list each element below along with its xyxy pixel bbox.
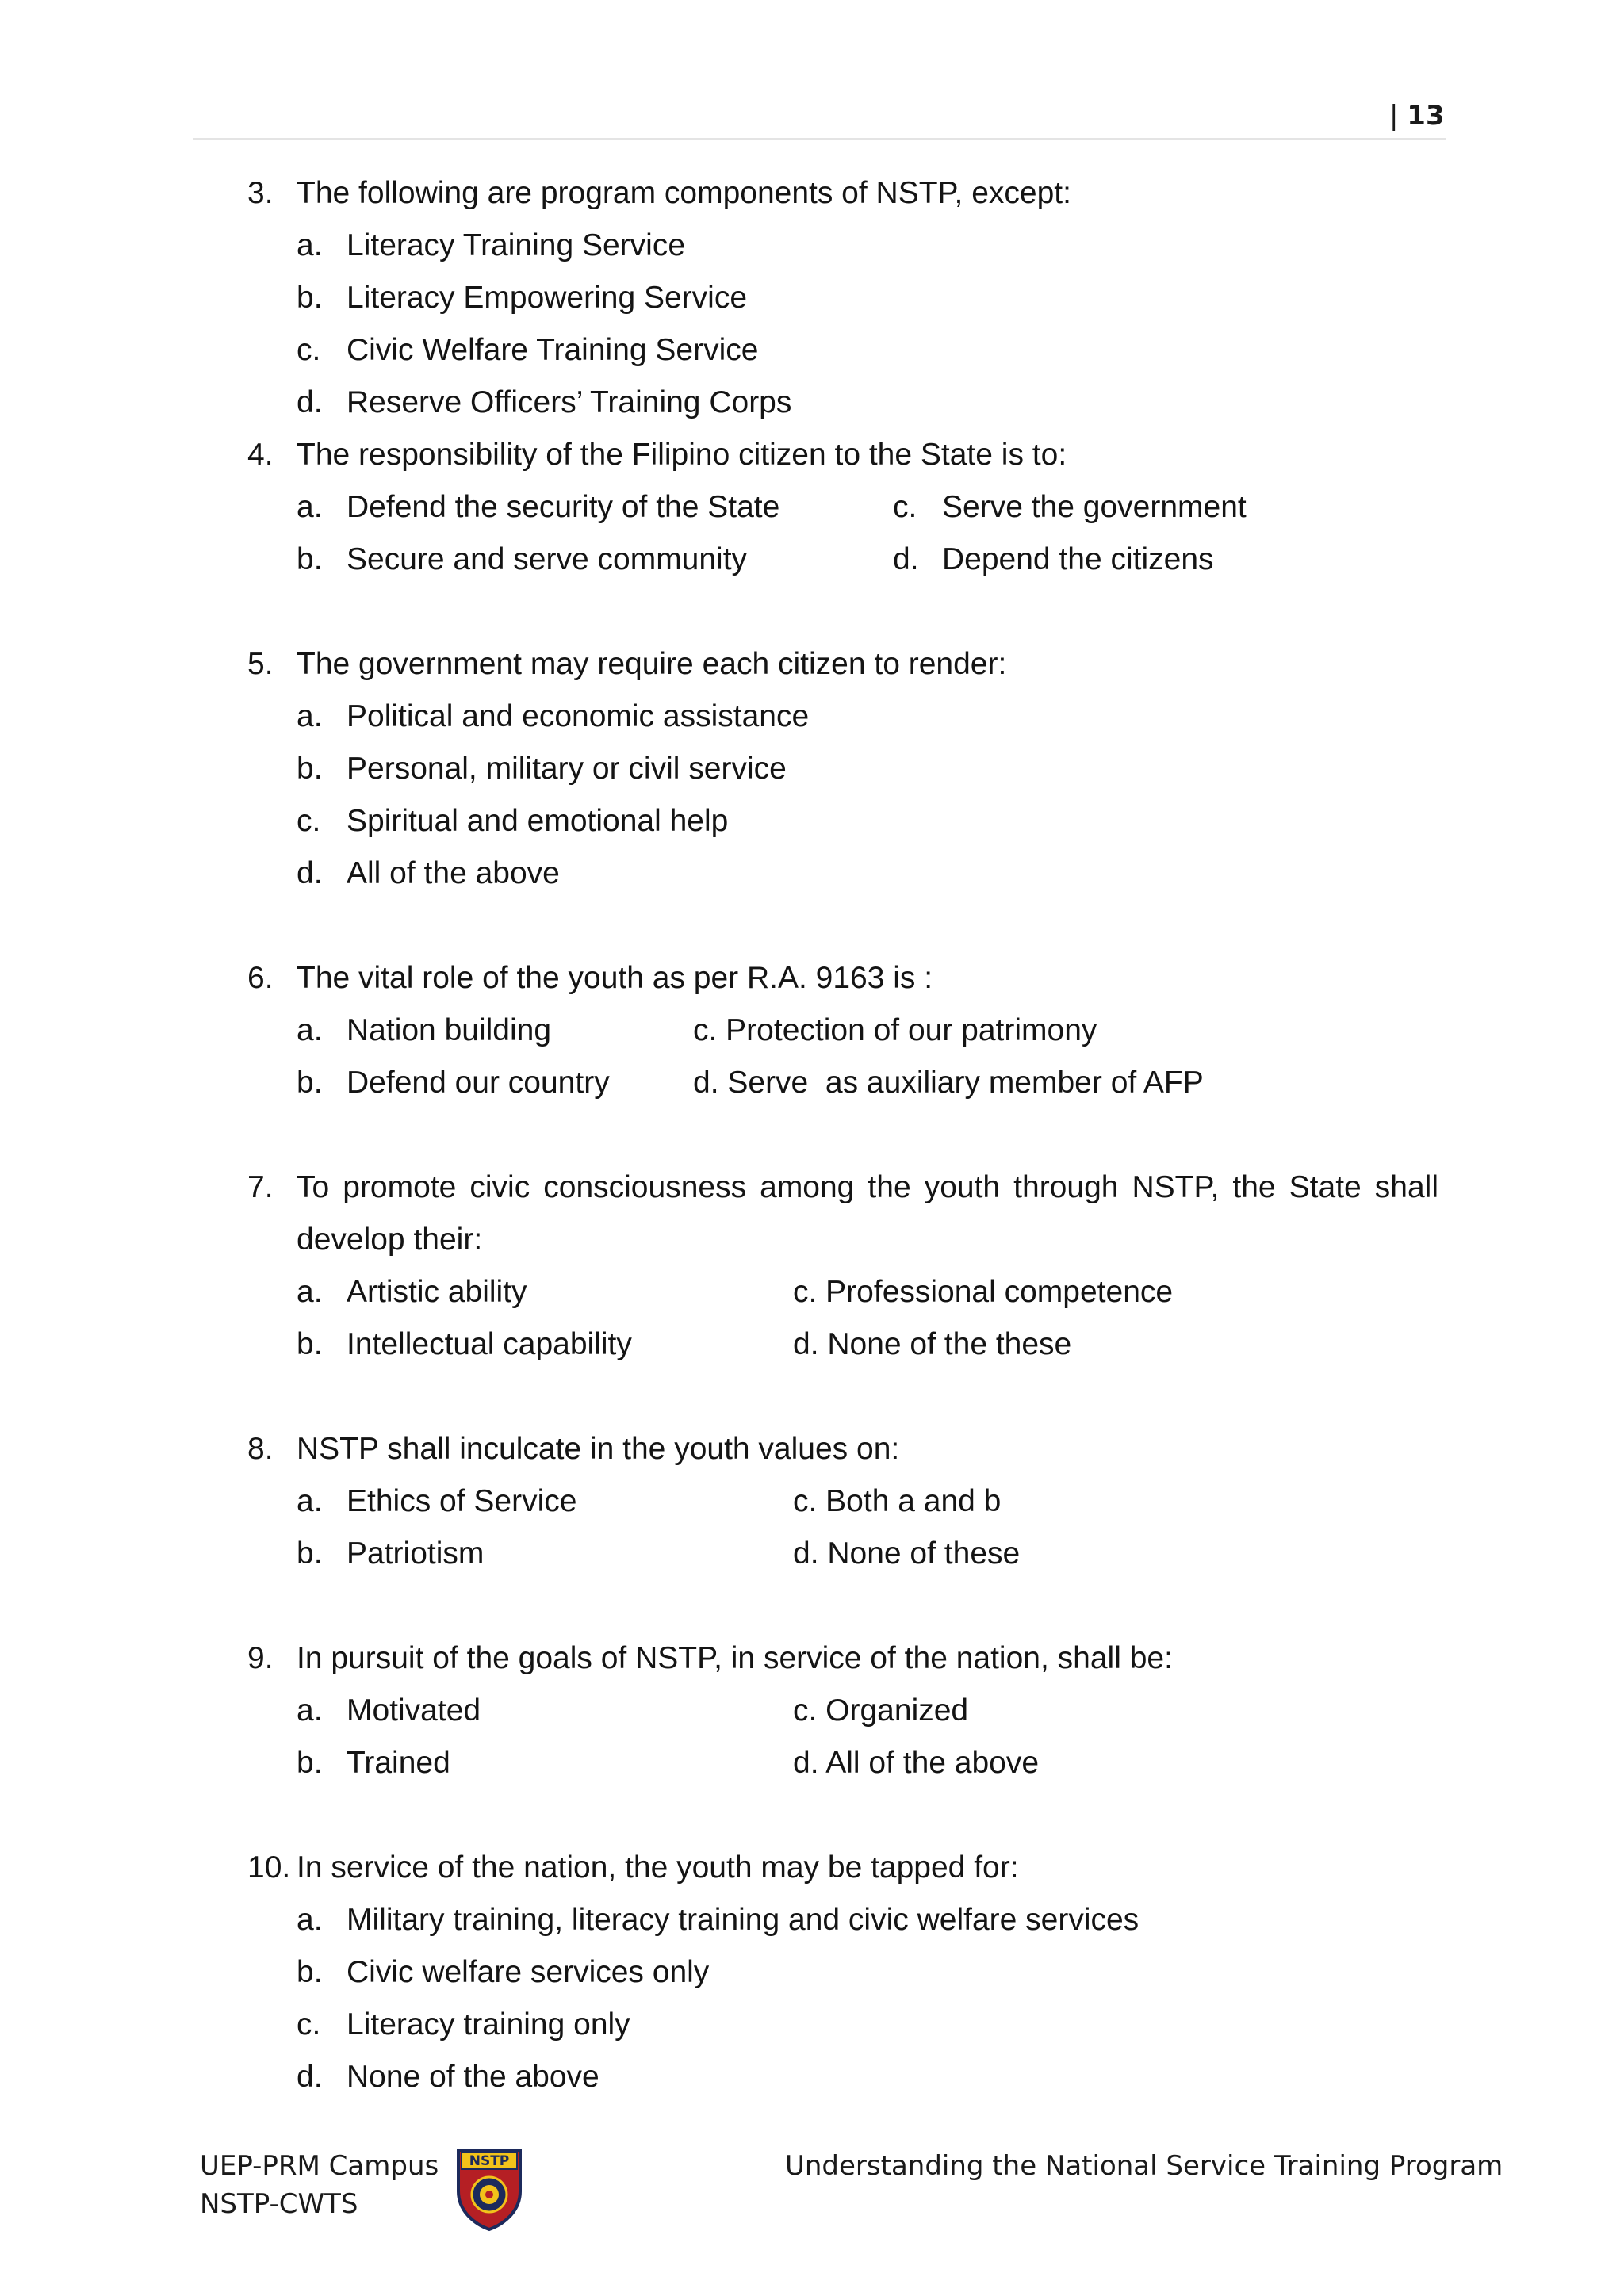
option-text: Civic Welfare Training Service — [347, 333, 759, 367]
option-text: d. None of these — [793, 1536, 1021, 1571]
option-text: Literacy Empowering Service — [347, 281, 748, 315]
footer-program: NSTP-CWTS — [200, 2188, 358, 2220]
option-text: Serve the government — [942, 490, 1247, 524]
option-letter: a. — [297, 1013, 323, 1047]
option-letter: d. — [297, 856, 323, 890]
option-text: All of the above — [347, 856, 560, 890]
nstp-shield-icon — [454, 2145, 525, 2233]
question-text: The following are program components of NSTP, except: — [297, 176, 1071, 210]
option-text: d. Serve as auxiliary member of AFP — [693, 1066, 1204, 1100]
page-number — [1389, 100, 1445, 132]
option-letter: a. — [297, 1903, 323, 1937]
question-number: 7. — [247, 1170, 274, 1204]
question-text: The vital role of the youth as per R.A. 9163 is : — [297, 961, 933, 995]
option-letter: c. — [297, 2007, 321, 2042]
question-number: 5. — [247, 647, 274, 681]
footer-title: Understanding the National Service Training Program — [785, 2150, 1503, 2182]
question-number: 4. — [247, 438, 274, 472]
question-text: In pursuit of the goals of NSTP, in service of the nation, shall be: — [297, 1641, 1173, 1675]
question-number: 8. — [247, 1432, 274, 1466]
logo-seal-center — [485, 2191, 493, 2198]
page-number-value: 13 — [1407, 100, 1445, 132]
option-text: Defend our country — [347, 1066, 610, 1100]
option-letter: a. — [297, 1484, 323, 1518]
option-text: c. Professional competence — [793, 1275, 1174, 1309]
nstp-logo — [454, 2145, 525, 2233]
option-letter: c. — [893, 490, 917, 524]
option-text: c. Organized — [793, 1693, 969, 1728]
option-letter: d. — [297, 2060, 323, 2094]
option-letter: d. — [893, 542, 919, 576]
page-number-separator: | — [1389, 100, 1399, 132]
option-letter: b. — [297, 542, 323, 576]
option-text: Depend the citizens — [942, 542, 1214, 576]
option-letter: b. — [297, 1746, 323, 1780]
option-text: Trained — [347, 1746, 450, 1780]
question-number: 9. — [247, 1641, 274, 1675]
question-number: 3. — [247, 176, 274, 210]
option-letter: b. — [297, 1955, 323, 1989]
option-text: Literacy Training Service — [347, 228, 686, 262]
option-text: Motivated — [347, 1693, 481, 1728]
option-text: Military training, literacy training and civic welfare services — [347, 1903, 1139, 1937]
option-text: Spiritual and emotional help — [347, 804, 729, 838]
question-text-continued: develop their: — [297, 1223, 483, 1257]
option-letter: a. — [297, 228, 323, 262]
question-number: 10. — [247, 1850, 291, 1885]
option-text: d. All of the above — [793, 1746, 1040, 1780]
option-text: Intellectual capability — [347, 1327, 632, 1361]
question-text: To promote civic consciousness among the youth through NSTP, the State shall — [297, 1170, 1438, 1204]
option-text: Artistic ability — [347, 1275, 527, 1309]
footer-campus: UEP-PRM Campus — [200, 2150, 439, 2182]
header-rule — [193, 138, 1446, 140]
option-letter: a. — [297, 1275, 323, 1309]
option-letter: a. — [297, 699, 323, 733]
option-text: Civic welfare services only — [347, 1955, 710, 1989]
option-text: Secure and serve community — [347, 542, 748, 576]
option-text: Ethics of Service — [347, 1484, 577, 1518]
option-letter: a. — [297, 1693, 323, 1728]
question-text: In service of the nation, the youth may be tapped for: — [297, 1850, 1019, 1885]
option-letter: a. — [297, 490, 323, 524]
question-text: The government may require each citizen to render: — [297, 647, 1007, 681]
logo-text: NSTP — [469, 2153, 510, 2169]
option-text: Patriotism — [347, 1536, 485, 1571]
option-letter: c. — [297, 333, 321, 367]
option-letter: d. — [297, 385, 323, 419]
option-letter: b. — [297, 752, 323, 786]
question-text: The responsibility of the Filipino citizen to the State is to: — [297, 438, 1067, 472]
question-text: NSTP shall inculcate in the youth values on: — [297, 1432, 900, 1466]
option-text: d. None of the these — [793, 1327, 1072, 1361]
option-letter: b. — [297, 1536, 323, 1571]
option-letter: b. — [297, 1327, 323, 1361]
option-letter: b. — [297, 1066, 323, 1100]
option-text: c. Protection of our patrimony — [693, 1013, 1097, 1047]
option-text: Reserve Officers’ Training Corps — [347, 385, 792, 419]
option-text: Political and economic assistance — [347, 699, 810, 733]
option-letter: b. — [297, 281, 323, 315]
option-text: Literacy training only — [347, 2007, 630, 2042]
option-text: c. Both a and b — [793, 1484, 1002, 1518]
option-text: Nation building — [347, 1013, 552, 1047]
option-text: Defend the security of the State — [347, 490, 780, 524]
option-text: None of the above — [347, 2060, 599, 2094]
option-letter: c. — [297, 804, 321, 838]
question-number: 6. — [247, 961, 274, 995]
option-text: Personal, military or civil service — [347, 752, 787, 786]
